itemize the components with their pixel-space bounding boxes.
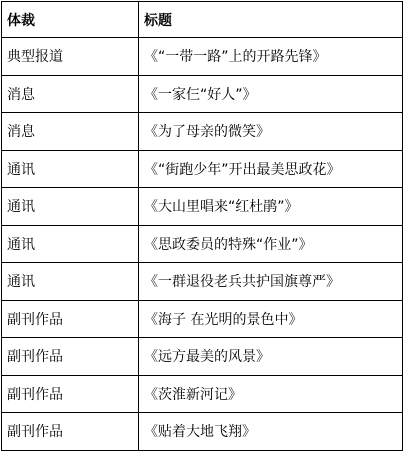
cell-title: 《思政委员的特殊“作业”》: [139, 225, 403, 263]
cell-title: 《一群退役老兵共护国旗尊严》: [139, 263, 403, 301]
cell-genre: 消息: [2, 75, 139, 113]
cell-genre: 通讯: [2, 225, 139, 263]
table-header-row: [2, 2, 403, 38]
cell-genre: 通讯: [2, 188, 139, 226]
table-row: [2, 338, 403, 376]
header-title: 标题: [139, 2, 403, 38]
genre-title-table: [1, 1, 403, 451]
table-row: [2, 75, 403, 113]
cell-title: 《大山里唱来“红杜鹃”》: [139, 188, 403, 226]
cell-title: 《“一带一路”上的开路先锋》: [139, 38, 403, 76]
table-row: [2, 188, 403, 226]
table-row: [2, 38, 403, 76]
cell-genre: 通讯: [2, 263, 139, 301]
cell-genre: 通讯: [2, 150, 139, 188]
table-row: [2, 150, 403, 188]
cell-title: 《“街跑少年”开出最美思政花》: [139, 150, 403, 188]
cell-genre: 典型报道: [2, 38, 139, 76]
header-genre: 体裁: [2, 2, 139, 38]
cell-title: 《为了母亲的微笑》: [139, 113, 403, 151]
cell-title: 《贴着大地飞翔》: [139, 413, 403, 451]
table-row: [2, 375, 403, 413]
cell-genre: 消息: [2, 113, 139, 151]
cell-title: 《远方最美的风景》: [139, 338, 403, 376]
cell-title: 《茨淮新河记》: [139, 375, 403, 413]
table-row: [2, 413, 403, 451]
table-row: [2, 300, 403, 338]
cell-title: 《海子 在光明的景色中》: [139, 300, 403, 338]
cell-title: 《一家仨“好人”》: [139, 75, 403, 113]
cell-genre: 副刊作品: [2, 338, 139, 376]
table-row: [2, 113, 403, 151]
table-row: [2, 263, 403, 301]
table-row: [2, 225, 403, 263]
cell-genre: 副刊作品: [2, 300, 139, 338]
cell-genre: 副刊作品: [2, 413, 139, 451]
cell-genre: 副刊作品: [2, 375, 139, 413]
